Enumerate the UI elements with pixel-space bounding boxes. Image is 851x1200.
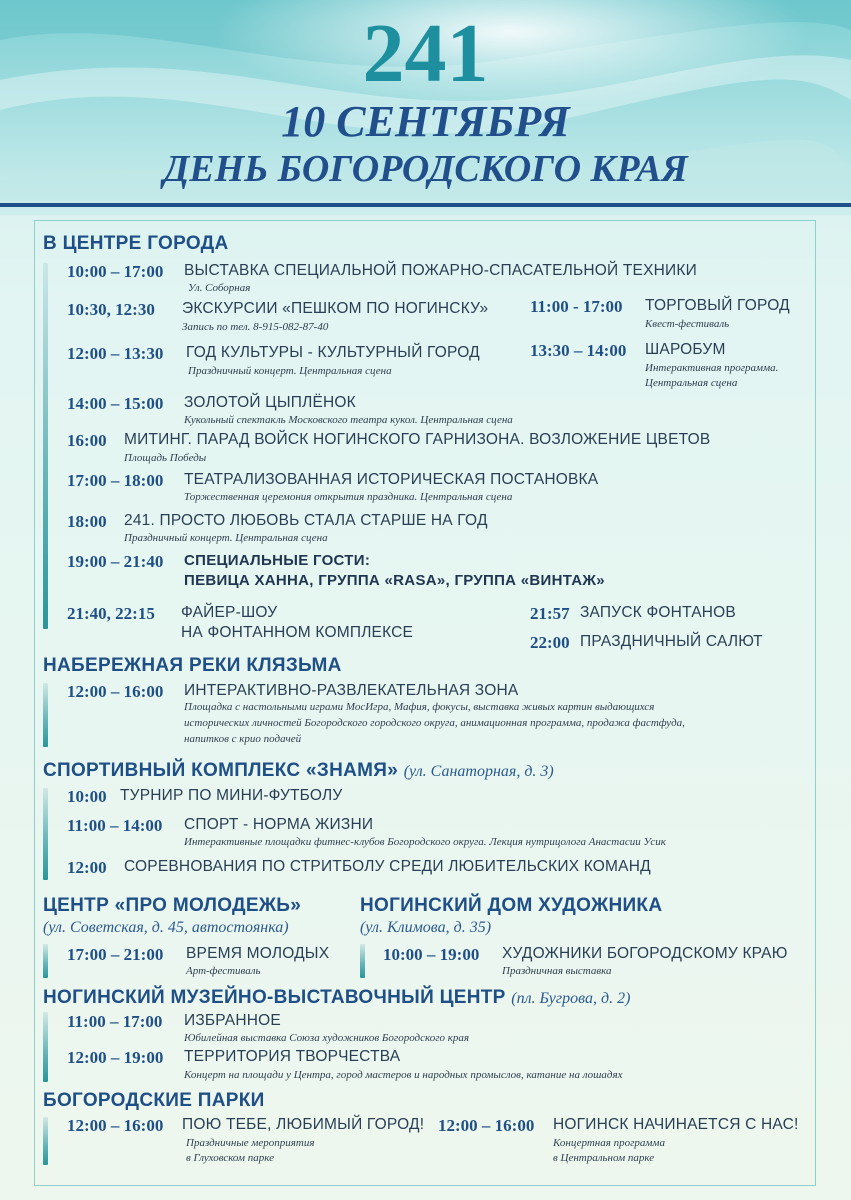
- section-heading-artist: НОГИНСКИЙ ДОМ ХУДОЖНИКА: [360, 895, 663, 916]
- event-subtitle: Праздничный концерт. Центральная сцена: [188, 365, 392, 377]
- event-subtitle: Площадь Победы: [124, 452, 207, 464]
- event-title: ИНТЕРАКТИВНО-РАЗВЛЕКАТЕЛЬНАЯ ЗОНА: [184, 682, 519, 699]
- event-subtitle: Площадка с настольными играми МосИгра, Мафия, фокусы, выставка живых картин выдающихся: [184, 701, 655, 713]
- event-subtitle: Запись по тел. 8-915-082-87-40: [182, 321, 329, 333]
- event-title: НОГИНСК НАЧИНАЕТСЯ С НАС!: [553, 1116, 799, 1133]
- event-time: 10:00: [67, 787, 107, 806]
- event-title: НА ФОНТАННОМ КОМПЛЕКСЕ: [181, 624, 414, 641]
- event-time: 12:00 – 16:00: [67, 682, 164, 701]
- event-subtitle: Квест-фестиваль: [645, 318, 730, 330]
- event-subtitle: Праздничный концерт. Центральная сцена: [124, 532, 328, 544]
- event-title: МИТИНГ. ПАРАД ВОЙСК НОГИНСКОГО ГАРНИЗОНА. ВОЗЛОЖЕНИЕ ЦВЕТОВ: [124, 431, 711, 448]
- event-title: СОРЕВНОВАНИЯ ПО СТРИТБОЛУ СРЕДИ ЛЮБИТЕЛЬСКИХ КОМАНД: [124, 858, 651, 875]
- event-time: 21:57: [530, 604, 570, 623]
- event-title: ТЕРРИТОРИЯ ТВОРЧЕСТВА: [184, 1048, 401, 1065]
- event-time: 17:00 – 18:00: [67, 471, 164, 490]
- event-time: 17:00 – 21:00: [67, 945, 164, 964]
- event-time: 10:30, 12:30: [67, 300, 155, 319]
- section-heading-text: СПОРТИВНЫЙ КОМПЛЕКС «ЗНАМЯ»: [43, 760, 399, 781]
- event-time: 11:00 - 17:00: [530, 297, 623, 316]
- section-address: (ул. Советская, д. 45, автостоянка): [43, 919, 289, 936]
- event-title: ЗОЛОТОЙ ЦЫПЛЁНОК: [184, 394, 356, 411]
- event-title: ВРЕМЯ МОЛОДЫХ: [186, 945, 330, 962]
- event-time: 13:30 – 14:00: [530, 341, 627, 360]
- event-time: 21:40, 22:15: [67, 604, 155, 623]
- event-title: ЭКСКУРСИИ «ПЕШКОМ ПО НОГИНСКУ»: [182, 300, 489, 317]
- event-title: ПОЮ ТЕБЕ, ЛЮБИМЫЙ ГОРОД!: [182, 1116, 425, 1133]
- section-heading-center: В ЦЕНТРЕ ГОРОДА: [43, 233, 229, 254]
- event-title: ХУДОЖНИКИ БОГОРОДСКОМУ КРАЮ: [502, 945, 788, 962]
- event-title: ИЗБРАННОЕ: [184, 1012, 281, 1029]
- event-title: СПОРТ - НОРМА ЖИЗНИ: [184, 816, 374, 833]
- header-divider: [0, 203, 851, 207]
- accent-bar: [43, 1117, 48, 1165]
- event-title: ТЕАТРАЛИЗОВАННАЯ ИСТОРИЧЕСКАЯ ПОСТАНОВКА: [184, 471, 599, 488]
- event-time: 18:00: [67, 512, 107, 531]
- event-time: 10:00 – 17:00: [67, 262, 164, 281]
- event-subtitle: Кукольный спектакль Московского театра кукол. Центральная сцена: [184, 414, 513, 426]
- event-subtitle: Праздничные мероприятия: [186, 1137, 315, 1149]
- section-heading-museum: [43, 987, 630, 1009]
- event-subtitle: в Центральном парке: [553, 1152, 655, 1164]
- event-subtitle: Торжественная церемония открытия праздника. Центральная сцена: [184, 491, 513, 503]
- event-title: ПРАЗДНИЧНЫЙ САЛЮТ: [580, 633, 763, 650]
- section-heading-text: НОГИНСКИЙ МУЗЕЙНО-ВЫСТАВОЧНЫЙ ЦЕНТР: [43, 987, 506, 1008]
- event-time: 11:00 – 14:00: [67, 816, 163, 835]
- event-time: 12:00: [67, 858, 107, 877]
- anniversary-number: 241: [362, 7, 489, 100]
- accent-bar: [43, 1012, 48, 1082]
- event-time: 12:00 – 16:00: [67, 1116, 164, 1135]
- event-subtitle: Центральная сцена: [645, 377, 738, 389]
- event-date: 10 СЕНТЯБРЯ: [281, 97, 570, 146]
- section-heading-youth: ЦЕНТР «ПРО МОЛОДЕЖЬ»: [43, 895, 302, 916]
- event-title: ЗАПУСК ФОНТАНОВ: [580, 604, 736, 621]
- event-time: 16:00: [67, 431, 107, 450]
- event-subtitle: Ул. Соборная: [188, 282, 251, 294]
- event-time: 11:00 – 17:00: [67, 1012, 163, 1031]
- event-subtitle: Арт-фестиваль: [186, 965, 261, 977]
- section-address: (ул. Климова, д. 35): [360, 919, 492, 936]
- event-title: ТОРГОВЫЙ ГОРОД: [645, 297, 790, 314]
- section-heading-sport: [43, 760, 554, 782]
- section-heading-parks: БОГОРОДСКИЕ ПАРКИ: [43, 1090, 265, 1111]
- event-title: ШАРОБУМ: [645, 341, 726, 358]
- event-title: ВЫСТАВКА СПЕЦИАЛЬНОЙ ПОЖАРНО-СПАСАТЕЛЬНОЙ ТЕХНИКИ: [184, 262, 697, 279]
- event-title: ГОД КУЛЬТУРЫ - КУЛЬТУРНЫЙ ГОРОД: [186, 344, 480, 361]
- event-time: 14:00 – 15:00: [67, 394, 164, 413]
- event-subtitle: Интерактивная программа.: [645, 362, 779, 374]
- event-title: ФАЙЕР-ШОУ: [181, 604, 278, 621]
- event-title: ДЕНЬ БОГОРОДСКОГО КРАЯ: [163, 148, 688, 190]
- accent-bar: [43, 788, 48, 880]
- event-subtitle: Праздничная выставка: [502, 965, 612, 977]
- accent-bar: [43, 263, 48, 629]
- event-subtitle: в Глуховском парке: [186, 1152, 275, 1164]
- section-address: (пл. Бугрова, д. 2): [511, 990, 631, 1007]
- accent-bar: [43, 944, 48, 978]
- event-subtitle: Интерактивные площадки фитнес-клубов Богородского округа. Лекция нутрицолога Анастасии Усик: [184, 836, 666, 848]
- event-time: 19:00 – 21:40: [67, 552, 164, 571]
- event-subtitle: Концерт на площади у Центра, город мастеров и народных промыслов, катание на лошадях: [184, 1069, 623, 1081]
- event-time: 12:00 – 13:30: [67, 344, 164, 363]
- section-heading-embankment: НАБЕРЕЖНАЯ РЕКИ КЛЯЗЬМА: [43, 655, 342, 676]
- event-time: 22:00: [530, 633, 570, 652]
- event-time: 12:00 – 16:00: [438, 1116, 535, 1135]
- accent-bar: [360, 944, 365, 978]
- event-subtitle: напитков с крио подачей: [184, 733, 302, 745]
- event-subtitle: Концертная программа: [553, 1137, 665, 1149]
- section-address: (ул. Санаторная, д. 3): [403, 763, 554, 780]
- event-time: 10:00 – 19:00: [383, 945, 480, 964]
- event-subtitle: Юбилейная выставка Союза художников Богородского края: [184, 1032, 470, 1044]
- accent-bar: [43, 683, 48, 747]
- event-title: СПЕЦИАЛЬНЫЕ ГОСТИ:: [184, 552, 371, 569]
- event-title: ПЕВИЦА ХАННА, ГРУППА «RASA», ГРУППА «ВИНТАЖ»: [184, 572, 605, 589]
- event-time: 12:00 – 19:00: [67, 1048, 164, 1067]
- event-title: 241. ПРОСТО ЛЮБОВЬ СТАЛА СТАРШЕ НА ГОД: [124, 512, 488, 529]
- event-title: ТУРНИР ПО МИНИ-ФУТБОЛУ: [120, 787, 343, 804]
- event-subtitle: исторических личностей Богородского городского округа, анимационная программа, продажа фастфуда,: [184, 717, 685, 729]
